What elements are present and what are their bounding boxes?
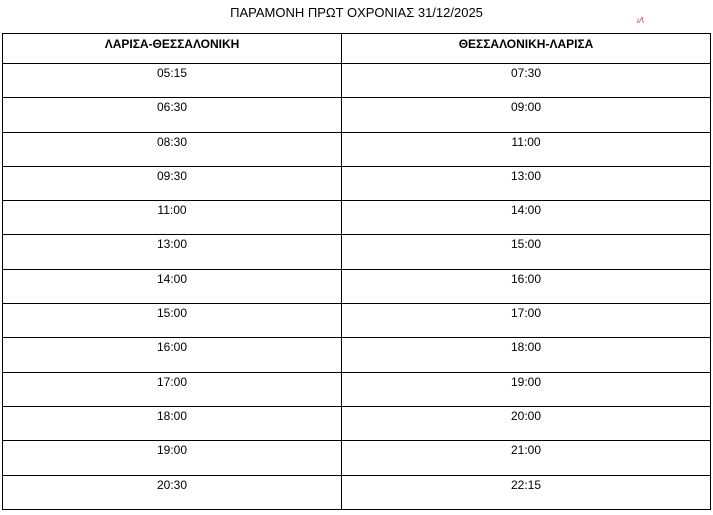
departure-larisa-time: 06:30: [3, 98, 342, 132]
departure-larisa-time: 16:00: [3, 338, 342, 372]
table-row: [3, 64, 711, 98]
table-row: [3, 166, 711, 200]
page-title: ΠΑΡΑΜΟΝΗ ΠΡΩΤ ΟΧΡΟΝΙΑΣ 31/12/2025: [230, 5, 483, 20]
departure-larisa-time: 15:00: [3, 304, 342, 338]
departure-thessaloniki-time: 19:00: [342, 372, 711, 406]
departure-larisa-time: 08:30: [3, 132, 342, 166]
table-row: [3, 406, 711, 440]
table-row: [3, 441, 711, 475]
table-row: [3, 475, 711, 509]
column-header-thessaloniki-larisa: ΘΕΣΣΑΛΟΝΙΚΗ-ΛΑΡΙΣΑ: [342, 34, 711, 64]
table-row: [3, 132, 711, 166]
departure-thessaloniki-time: 11:00: [342, 132, 711, 166]
table-row: [3, 304, 711, 338]
departure-thessaloniki-time: 09:00: [342, 98, 711, 132]
table-row: [3, 235, 711, 269]
departure-thessaloniki-time: 22:15: [342, 475, 711, 509]
departure-thessaloniki-time: 20:00: [342, 406, 711, 440]
departure-larisa-time: 17:00: [3, 372, 342, 406]
departure-thessaloniki-time: 21:00: [342, 441, 711, 475]
table-row: [3, 338, 711, 372]
departure-larisa-time: 09:30: [3, 166, 342, 200]
departure-larisa-time: 11:00: [3, 201, 342, 235]
departure-thessaloniki-time: 18:00: [342, 338, 711, 372]
table-header-row: [3, 34, 711, 64]
departure-thessaloniki-time: 15:00: [342, 235, 711, 269]
departure-thessaloniki-time: 17:00: [342, 304, 711, 338]
table-row: [3, 98, 711, 132]
table-row: [3, 201, 711, 235]
schedule-table: [2, 33, 711, 510]
departure-larisa-time: 13:00: [3, 235, 342, 269]
departure-thessaloniki-time: 13:00: [342, 166, 711, 200]
table-row: [3, 269, 711, 303]
departure-larisa-time: 05:15: [3, 64, 342, 98]
departure-larisa-time: 18:00: [3, 406, 342, 440]
departure-larisa-time: 20:30: [3, 475, 342, 509]
departure-larisa-time: 19:00: [3, 441, 342, 475]
departure-thessaloniki-time: 14:00: [342, 201, 711, 235]
departure-larisa-time: 14:00: [3, 269, 342, 303]
column-header-larisa-thessaloniki: ΛΑΡΙΣΑ-ΘΕΣΣΑΛΟΝΙΚΗ: [3, 34, 342, 64]
handwritten-mark: ιΛ: [637, 16, 645, 25]
departure-thessaloniki-time: 07:30: [342, 64, 711, 98]
table-row: [3, 372, 711, 406]
departure-thessaloniki-time: 16:00: [342, 269, 711, 303]
